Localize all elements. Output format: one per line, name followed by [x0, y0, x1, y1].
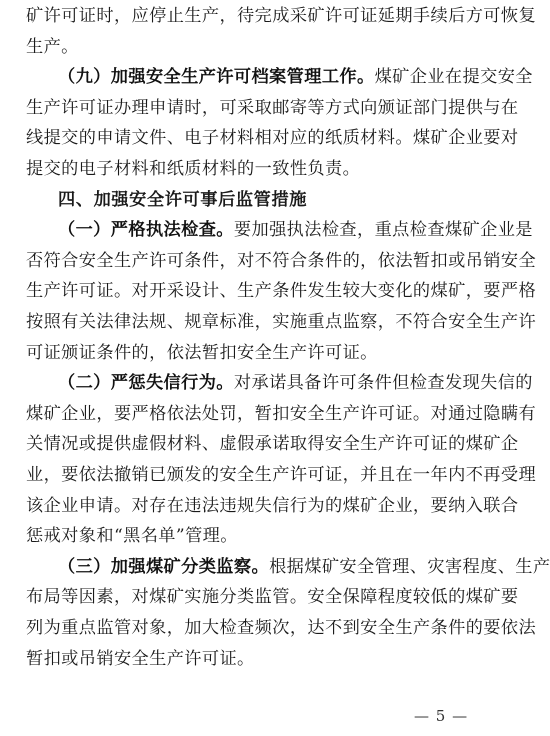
body-text-line: 列为重点监管对象，加大检查频次，达不到安全生产条件的要依法	[26, 618, 537, 638]
section-one-paragraph-start: （一）严格执法检查。要加强执法检查，重点检查煤矿企业是	[58, 220, 533, 241]
body-text-line: 生产许可证。对开采设计、生产条件发生较大变化的煤矿，要严格	[26, 281, 537, 302]
body-text-line: 按照有关法律法规、规章标准，实施重点监察，不符合安全生产许	[26, 312, 537, 332]
body-text-line: 生产许可证办理申请时，可采取邮寄等方式向颁证部门提供与在	[26, 97, 519, 118]
body-text-line: 煤矿企业，要严格依法处罚，暂扣安全生产许可证。对通过隐瞒有	[26, 403, 537, 424]
body-text-line: 该企业申请。对存在违法违规失信行为的煤矿企业，要纳入联合	[26, 495, 519, 516]
chapter-four-heading: 四、加强安全许可事后监管措施	[58, 189, 308, 210]
section-three-paragraph-start: （三）加强煤矿分类监察。根据煤矿安全管理、灾害程度、生产	[58, 556, 550, 577]
body-text-line: 惩戒对象和“黑名单”管理。	[26, 526, 238, 547]
section-nine-paragraph-start: （九）加强安全生产许可档案管理工作。煤矿企业在提交安全	[58, 67, 533, 88]
section-two-paragraph-start: （二）严惩失信行为。对承诺具备许可条件但检查发现失信的	[58, 373, 533, 394]
body-text-line: 布局等因素，对煤矿实施分类监管。安全保障程度较低的煤矿要	[26, 587, 519, 608]
body-text-line: 暂扣或吊销安全生产许可证。	[26, 648, 255, 669]
body-text-line: 提交的电子材料和纸质材料的一致性负责。	[26, 159, 361, 179]
body-text-line: 否符合安全生产许可条件，对不符合条件的，依法暂扣或吊销安全	[26, 250, 537, 271]
body-text-line: 生产。	[26, 36, 79, 57]
section-three-title: （三）加强煤矿分类监察。	[58, 556, 270, 577]
body-text-line: 关情况或提供虚假材料、虚假承诺取得安全生产许可证的煤矿企	[26, 434, 519, 455]
body-text-line: 矿许可证时，应停止生产，待完成采矿许可证延期手续后方可恢复	[26, 6, 537, 26]
body-text-line: 可证颁证条件的，依法暂扣安全生产许可证。	[26, 342, 378, 363]
section-nine-title: （九）加强安全生产许可档案管理工作。	[58, 67, 375, 88]
body-text-line: 线提交的申请文件、电子材料相对应的纸质材料。煤矿企业要对	[26, 128, 519, 149]
page-number: — 5 —	[414, 707, 469, 725]
section-two-title: （二）严惩失信行为。	[58, 373, 234, 394]
section-one-title: （一）严格执法检查。	[58, 220, 234, 241]
body-text-line: 业，要依法撤销已颁发的安全生产许可证，并且在一年内不再受理	[26, 465, 537, 485]
